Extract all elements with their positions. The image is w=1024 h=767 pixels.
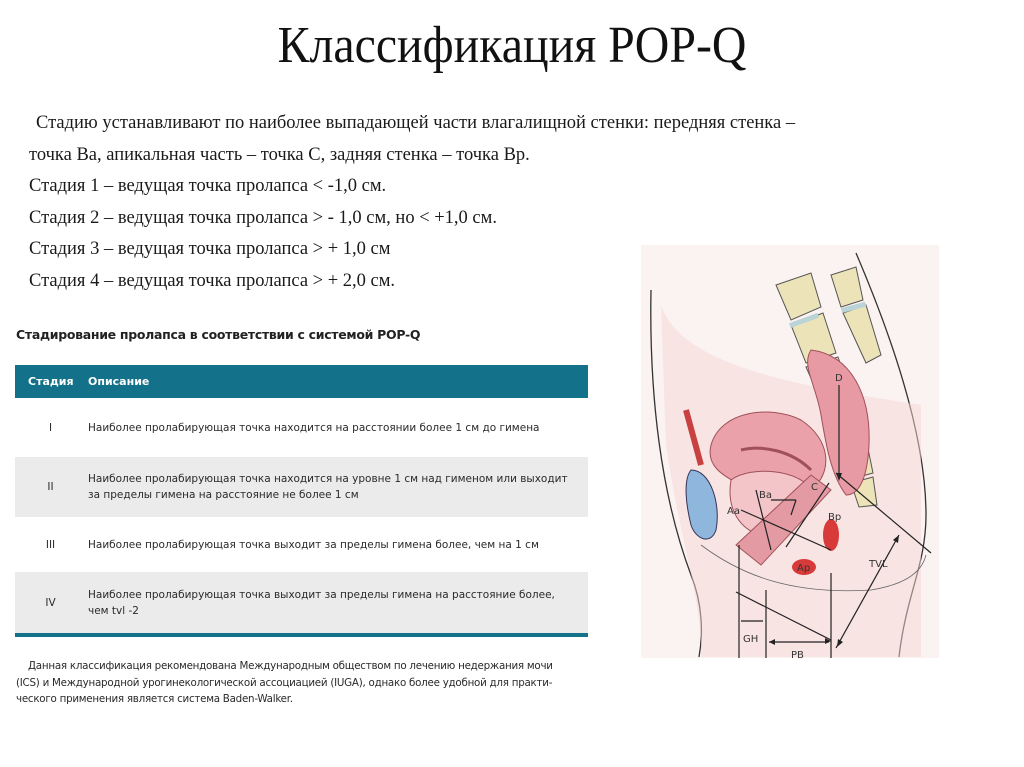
description-cell (88, 471, 588, 503)
stage-cell: II (47, 481, 54, 493)
table-row (15, 398, 588, 457)
table-header (15, 365, 588, 398)
stage-cell: III (45, 538, 56, 551)
label-PB: PB (791, 650, 804, 658)
table-title: Стадирование пролапса в соответствии с системой POP-Q (16, 327, 421, 342)
description-line: Наиболее пролабирующая точка находится на уровне 1 см над гименом или выходит (88, 473, 568, 485)
footnote-line: ческого применения является система Baden-Walker. (16, 693, 293, 705)
table-row (15, 517, 588, 572)
staging-table (15, 365, 588, 637)
footnote (16, 658, 591, 708)
stage-2-line: Стадия 2 – ведущая точка пролапса > - 1,0 см, но < +1,0 см. (29, 207, 497, 228)
intro-line: точка Ва, апикальная часть – точка С, задняя стенка – точка Вр. (29, 144, 530, 165)
footnote-line: Данная классификация рекомендована Международным обществом по лечению недержания мочи (28, 660, 553, 672)
stage-1-line: Стадия 1 – ведущая точка пролапса < -1,0 см. (29, 176, 387, 196)
stage-cell: I (48, 421, 53, 434)
footnote-line: (ICS) и Международной урогинекологической ассоциацией (IUGA), однако более удобной для практи- (16, 676, 553, 689)
label-GH: GH (743, 634, 759, 645)
description-line: Наиболее пролабирующая точка выходит за пределы гимена более, чем на 1 см (88, 538, 539, 551)
description-line: за пределы гимена на расстояние не более 1 см (88, 489, 359, 501)
label-Bp: Bp (828, 512, 842, 523)
stage-4-line: Стадия 4 – ведущая точка пролапса > + 2,0 см. (29, 270, 396, 291)
header-description: Описание (88, 375, 150, 388)
stage-3-line: Стадия 3 – ведущая точка пролапса > + 1,0 см (29, 239, 391, 259)
anatomy-diagram (641, 245, 939, 658)
description-cell (88, 537, 588, 553)
label-C: C (811, 482, 818, 493)
pelvic-anatomy-illustration (641, 245, 939, 658)
description-line: Наиболее пролабирующая точка находится на расстоянии более 1 см до гимена (88, 421, 540, 434)
header-stage: Стадия (28, 375, 74, 388)
page-title: Классификация POP-Q (277, 17, 747, 74)
intro-line: Стадию устанавливают по наиболее выпадающей части влагалищной стенки: передняя стенка – (36, 113, 796, 133)
label-Ba: Ba (759, 490, 772, 501)
description-line: Наиболее пролабирующая точка выходит за пределы гимена на расстояние более, (88, 588, 555, 601)
table-row (15, 572, 588, 633)
description-line: чем tvl -2 (88, 604, 139, 617)
description-cell (88, 420, 588, 436)
stage-cell: IV (45, 596, 56, 609)
label-Aa: Aa (727, 506, 740, 517)
table-row (15, 457, 588, 517)
label-Ap: Ap (797, 563, 811, 574)
label-TVL: TVL (869, 559, 888, 570)
label-D: D (835, 373, 843, 384)
table-bottom-rule (15, 633, 588, 637)
description-cell (88, 587, 588, 619)
